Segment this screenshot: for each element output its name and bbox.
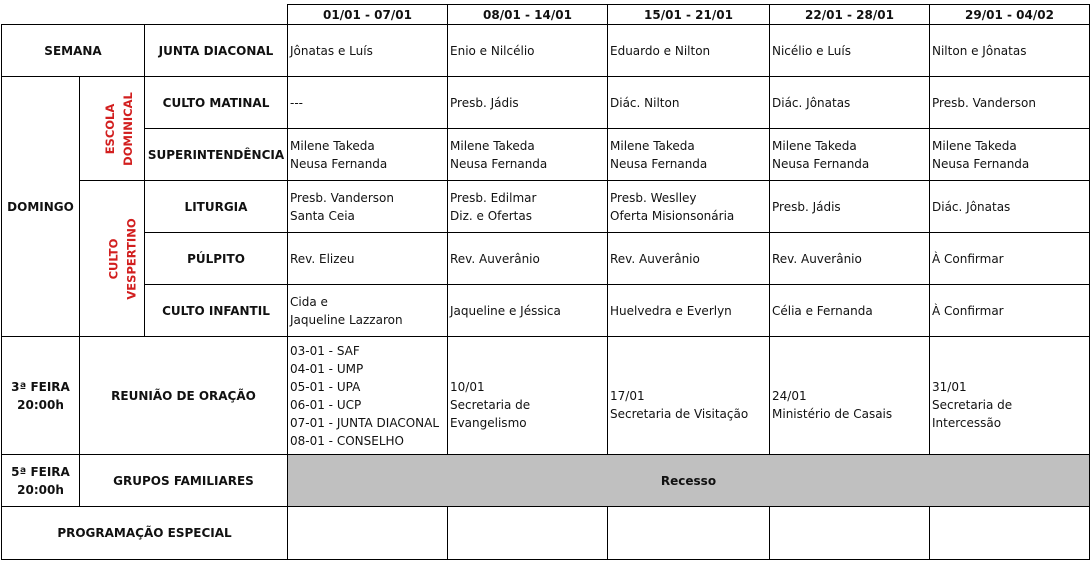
superintendencia-cell: [608, 129, 770, 181]
cell-line: Diz. e Ofertas: [450, 208, 532, 223]
cell-line: 03-01 - SAF: [290, 343, 360, 358]
label-line: 3ª FEIRA: [11, 379, 70, 394]
cell-line: Milene Takeda: [450, 138, 535, 153]
cell-line: Presb. Vanderson: [290, 190, 394, 205]
junta-cell: Enio e Nilcélio: [448, 25, 608, 77]
label-line: 5ª FEIRA: [11, 464, 70, 479]
reuniao-row: [2, 337, 1090, 455]
culto-infantil-row: [2, 285, 1090, 337]
cell-line: Huelvedra e Everlyn: [610, 303, 732, 318]
cell-line: Milene Takeda: [772, 138, 857, 153]
cell-line: 06-01 - UCP: [290, 397, 362, 412]
especial-cell: [608, 507, 770, 560]
reuniao-cell: [288, 337, 448, 455]
quinta-label: [2, 455, 80, 507]
junta-cell: Nicélio e Luís: [770, 25, 930, 77]
culto-infantil-cell: [930, 285, 1090, 337]
cell-line: Secretaria de Visitação: [610, 406, 749, 421]
culto-matinal-cell: Diác. Jônatas: [770, 77, 930, 129]
cell-line: Presb. Jádis: [772, 199, 841, 214]
date-header: 22/01 - 28/01: [770, 5, 930, 25]
cell-line: Milene Takeda: [610, 138, 695, 153]
reuniao-cell: [608, 337, 770, 455]
cell-line: 04-01 - UMP: [290, 361, 364, 376]
superintendencia-cell: [288, 129, 448, 181]
liturgia-cell: [770, 181, 930, 233]
superintendencia-cell: [930, 129, 1090, 181]
cell-line: Jaqueline Lazzaron: [290, 312, 403, 327]
cell-line: Jaqueline e Jéssica: [450, 303, 561, 318]
cell-line: Intercessão: [932, 415, 1002, 430]
culto-vespertino-label: [80, 181, 145, 337]
superintendencia-label: SUPERINTENDÊNCIA: [145, 129, 288, 181]
semana-row: [2, 25, 1090, 77]
cell-line: Secretaria de: [932, 397, 1013, 412]
pulpito-label: PÚLPITO: [145, 233, 288, 285]
especial-row: [2, 507, 1090, 560]
reuniao-cell: [770, 337, 930, 455]
cell-line: Evangelismo: [450, 415, 527, 430]
label-line: 20:00h: [17, 482, 64, 497]
culto-infantil-cell: [448, 285, 608, 337]
liturgia-cell: [448, 181, 608, 233]
superintendencia-cell: [770, 129, 930, 181]
cell-line: Neusa Fernanda: [450, 156, 548, 171]
date-header: 08/01 - 14/01: [448, 5, 608, 25]
junta-cell: Eduardo e Nilton: [608, 25, 770, 77]
culto-matinal-cell: Presb. Jádis: [448, 77, 608, 129]
cell-line: Ministério de Casais: [772, 406, 893, 421]
cell-line: Milene Takeda: [932, 138, 1017, 153]
cell-line: Secretaria de: [450, 397, 531, 412]
cell-line: Presb. Weslley: [610, 190, 697, 205]
especial-label: PROGRAMAÇÃO ESPECIAL: [2, 507, 288, 560]
culto-matinal-cell: Diác. Nilton: [608, 77, 770, 129]
cell-line: Santa Ceia: [290, 208, 355, 223]
cell-line: À Confirmar: [932, 303, 1004, 318]
cell-line: 07-01 - JUNTA DIACONAL: [290, 415, 440, 430]
cell-line: 08-01 - CONSELHO: [290, 433, 404, 448]
cell-line: Cida e: [290, 294, 328, 309]
cell-line: Neusa Fernanda: [932, 156, 1030, 171]
grupos-label: GRUPOS FAMILIARES: [80, 455, 288, 507]
junta-diaconal-label: JUNTA DIACONAL: [145, 25, 288, 77]
domingo-label: DOMINGO: [2, 77, 80, 337]
pulpito-cell: Rev. Auverânio: [448, 233, 608, 285]
junta-cell: Jônatas e Luís: [288, 25, 448, 77]
pulpito-cell: Rev. Auverânio: [770, 233, 930, 285]
culto-matinal-cell: ---: [288, 77, 448, 129]
date-header: 29/01 - 04/02: [930, 5, 1090, 25]
escola-dominical-label: [80, 77, 145, 181]
schedule-table: [1, 4, 1090, 560]
terca-label: [2, 337, 80, 455]
culto-infantil-cell: [288, 285, 448, 337]
liturgia-cell: [930, 181, 1090, 233]
cell-line: Oferta Misionsonária: [610, 208, 735, 223]
especial-cell: [930, 507, 1090, 560]
cell-line: 24/01: [772, 388, 807, 403]
cell-line: Neusa Fernanda: [772, 156, 870, 171]
superintendencia-row: [2, 129, 1090, 181]
cell-line: 10/01: [450, 379, 485, 394]
reuniao-label: REUNIÃO DE ORAÇÃO: [80, 337, 288, 455]
junta-cell: Nilton e Jônatas: [930, 25, 1090, 77]
culto-matinal-cell: Presb. Vanderson: [930, 77, 1090, 129]
escola-label-line: ESCOLA: [102, 103, 117, 154]
date-header: 15/01 - 21/01: [608, 5, 770, 25]
especial-cell: [448, 507, 608, 560]
pulpito-cell: Rev. Auverânio: [608, 233, 770, 285]
cell-line: Neusa Fernanda: [290, 156, 388, 171]
culto-infantil-cell: [770, 285, 930, 337]
recesso-cell: Recesso: [288, 455, 1090, 507]
label-line: 20:00h: [17, 397, 64, 412]
pulpito-cell: Rev. Elizeu: [288, 233, 448, 285]
culto-matinal-label: CULTO MATINAL: [145, 77, 288, 129]
cell-line: Neusa Fernanda: [610, 156, 708, 171]
especial-cell: [770, 507, 930, 560]
cell-line: Milene Takeda: [290, 138, 375, 153]
culto-matinal-row: [2, 77, 1090, 129]
cell-line: Presb. Edilmar: [450, 190, 537, 205]
grupos-row: [2, 455, 1090, 507]
liturgia-label: LITURGIA: [145, 181, 288, 233]
reuniao-cell: [448, 337, 608, 455]
semana-label: SEMANA: [2, 25, 145, 77]
superintendencia-cell: [448, 129, 608, 181]
escola-label-line: DOMINICAL: [120, 91, 135, 166]
cell-line: Diác. Jônatas: [932, 199, 1011, 214]
liturgia-row: [2, 181, 1090, 233]
cell-line: Célia e Fernanda: [772, 303, 873, 318]
especial-cell: [288, 507, 448, 560]
pulpito-cell: À Confirmar: [930, 233, 1090, 285]
liturgia-cell: [608, 181, 770, 233]
vespertino-label-line: VESPERTINO: [124, 217, 139, 300]
date-header-row: [2, 5, 1090, 25]
pulpito-row: [2, 233, 1090, 285]
vespertino-label-line: CULTO: [106, 238, 121, 279]
culto-infantil-cell: [608, 285, 770, 337]
cell-line: 31/01: [932, 379, 967, 394]
header-blank: [2, 5, 288, 25]
cell-line: 17/01: [610, 388, 645, 403]
culto-infantil-label: CULTO INFANTIL: [145, 285, 288, 337]
reuniao-cell: [930, 337, 1090, 455]
date-header: 01/01 - 07/01: [288, 5, 448, 25]
liturgia-cell: [288, 181, 448, 233]
cell-line: 05-01 - UPA: [290, 379, 361, 394]
